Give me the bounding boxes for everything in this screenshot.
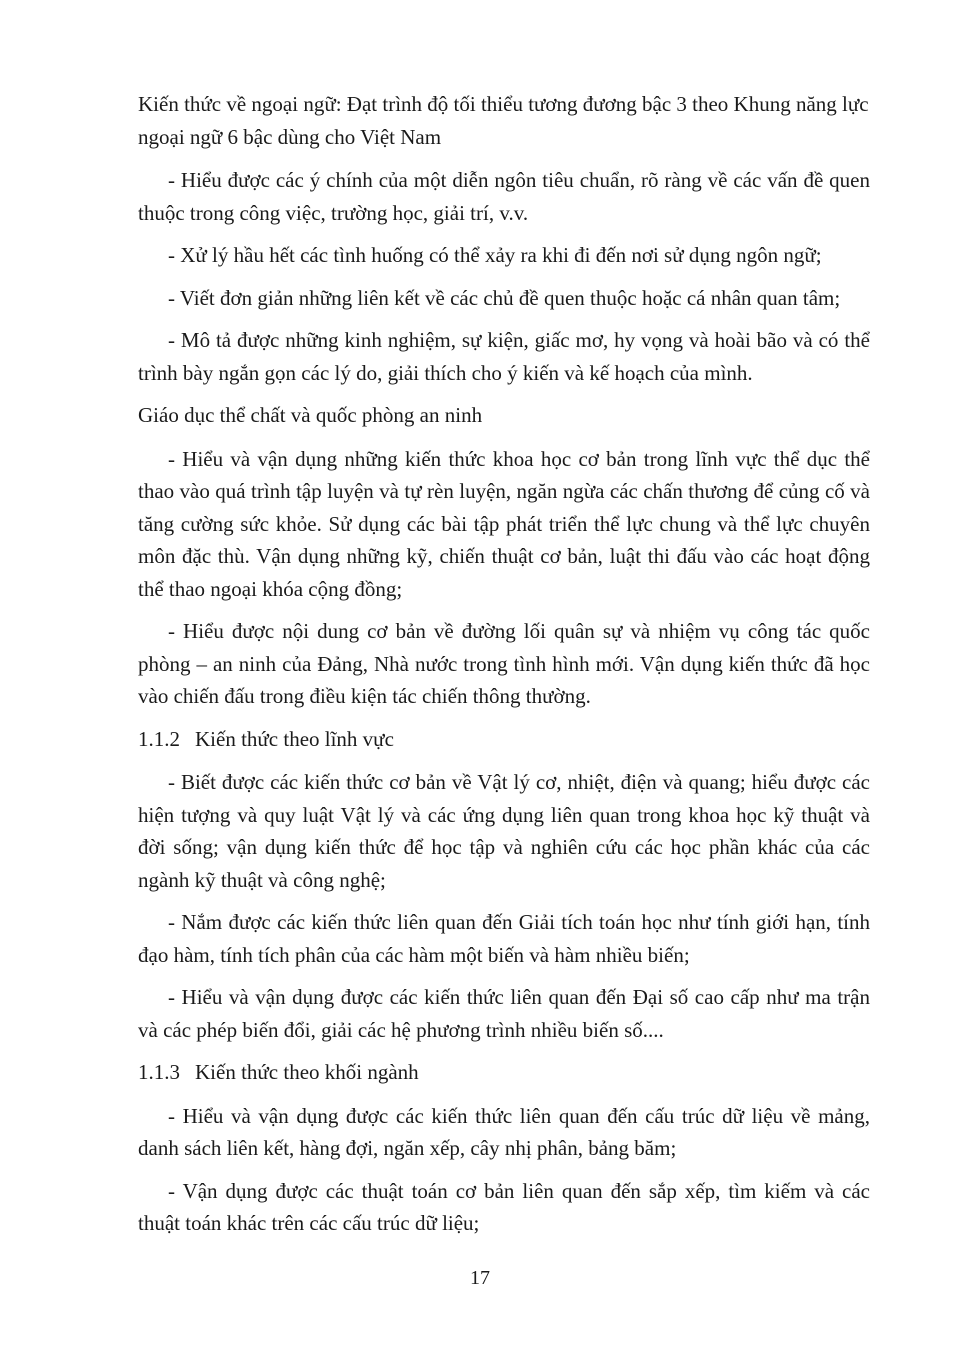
bullet-item: - Nắm được các kiến thức liên quan đến Giải tích toán học như tính giới hạn, tính đạo hàm, tính tích phân của các hàm một biến và hàm nhiều biến; — [138, 910, 870, 967]
bullet-item: - Hiểu và vận dụng được các kiến thức liên quan đến Đại số cao cấp như ma trận và các phép biến đổi, giải các hệ phương trình nhiều biến số.... — [138, 985, 870, 1042]
bullet-item: - Vận dụng được các thuật toán cơ bản liên quan đến sắp xếp, tìm kiếm và các thuật toán khác trên các cấu trúc dữ liệu; — [138, 1178, 870, 1235]
bullet-item: - Hiểu và vận dụng những kiến thức khoa học cơ bản trong lĩnh vực thể dục thể thao vào quá trình tập luyện và tự rèn luyện, ngăn ngừa các chấn thương để củng cố và tăng cường sức khỏe. Sử dụng các bài tập phát triển thể lực chung và thể lực chuyên môn đặc thù. Vận dụng những kỹ, chiến thuật cơ bản, luật thi đấu vào các hoạt động thể thao ngoại khóa cộng đồng; — [138, 446, 870, 601]
bullet-item: - Viết đơn giản những liên kết về các chủ đề quen thuộc hoặc cá nhân quan tâm; — [168, 285, 841, 310]
section-heading-1-1-3 — [138, 1056, 870, 1089]
bullet-item: - Biết được các kiến thức cơ bản về Vật lý cơ, nhiệt, điện và quang; hiểu được các hiện tượng và quy luật Vật lý và các ứng dụng liên quan trong khoa học kỹ thuật và đời sống; vận dụng kiến thức để học tập và nghiên cứu các học phần khác của các ngành kỹ thuật và công nghệ; — [138, 770, 870, 892]
section-title: Kiến thức theo khối ngành — [195, 1060, 419, 1084]
section-heading-1-1-2 — [138, 723, 870, 756]
bullet-item: - Hiểu được nội dung cơ bản về đường lối quân sự và nhiệm vụ công tác quốc phòng – an ninh của Đảng, Nhà nước trong tình hình mới. Vận dụng kiến thức đã học vào chiến đấu trong điều kiện tác chiến thông thường. — [138, 619, 870, 708]
bullet-item: - Mô tả được những kinh nghiệm, sự kiện, giấc mơ, hy vọng và hoài bão và có thể trình bày ngắn gọn các lý do, giải thích cho ý kiến và kế hoạch của mình. — [138, 328, 870, 385]
physical-education-heading: Giáo dục thể chất và quốc phòng an ninh — [138, 403, 483, 427]
bullet-item: - Hiểu được các ý chính của một diễn ngôn tiêu chuẩn, rõ ràng về các vấn đề quen thuộc trong công việc, trường học, giải trí, v.v. — [138, 168, 870, 225]
document-page — [138, 88, 870, 1240]
bullet-item: - Xử lý hầu hết các tình huống có thể xảy ra khi đi đến nơi sử dụng ngôn ngữ; — [168, 243, 822, 267]
section-title: Kiến thức theo lĩnh vực — [195, 726, 394, 751]
bullet-item: - Hiểu và vận dụng được các kiến thức liên quan đến cấu trúc dữ liệu về mảng, danh sách liên kết, hàng đợi, ngăn xếp, cây nhị phân, bảng băm; — [138, 1103, 870, 1160]
section-number: 1.1.3 — [138, 1060, 180, 1084]
section-number: 1.1.2 — [138, 726, 180, 751]
page-number: 17 — [470, 1267, 490, 1289]
foreign-language-paragraph: Kiến thức về ngoại ngữ: Đạt trình độ tối thiểu tương đương bậc 3 theo Khung năng lực ngoại ngữ 6 bậc dùng cho Việt Nam — [138, 92, 869, 149]
